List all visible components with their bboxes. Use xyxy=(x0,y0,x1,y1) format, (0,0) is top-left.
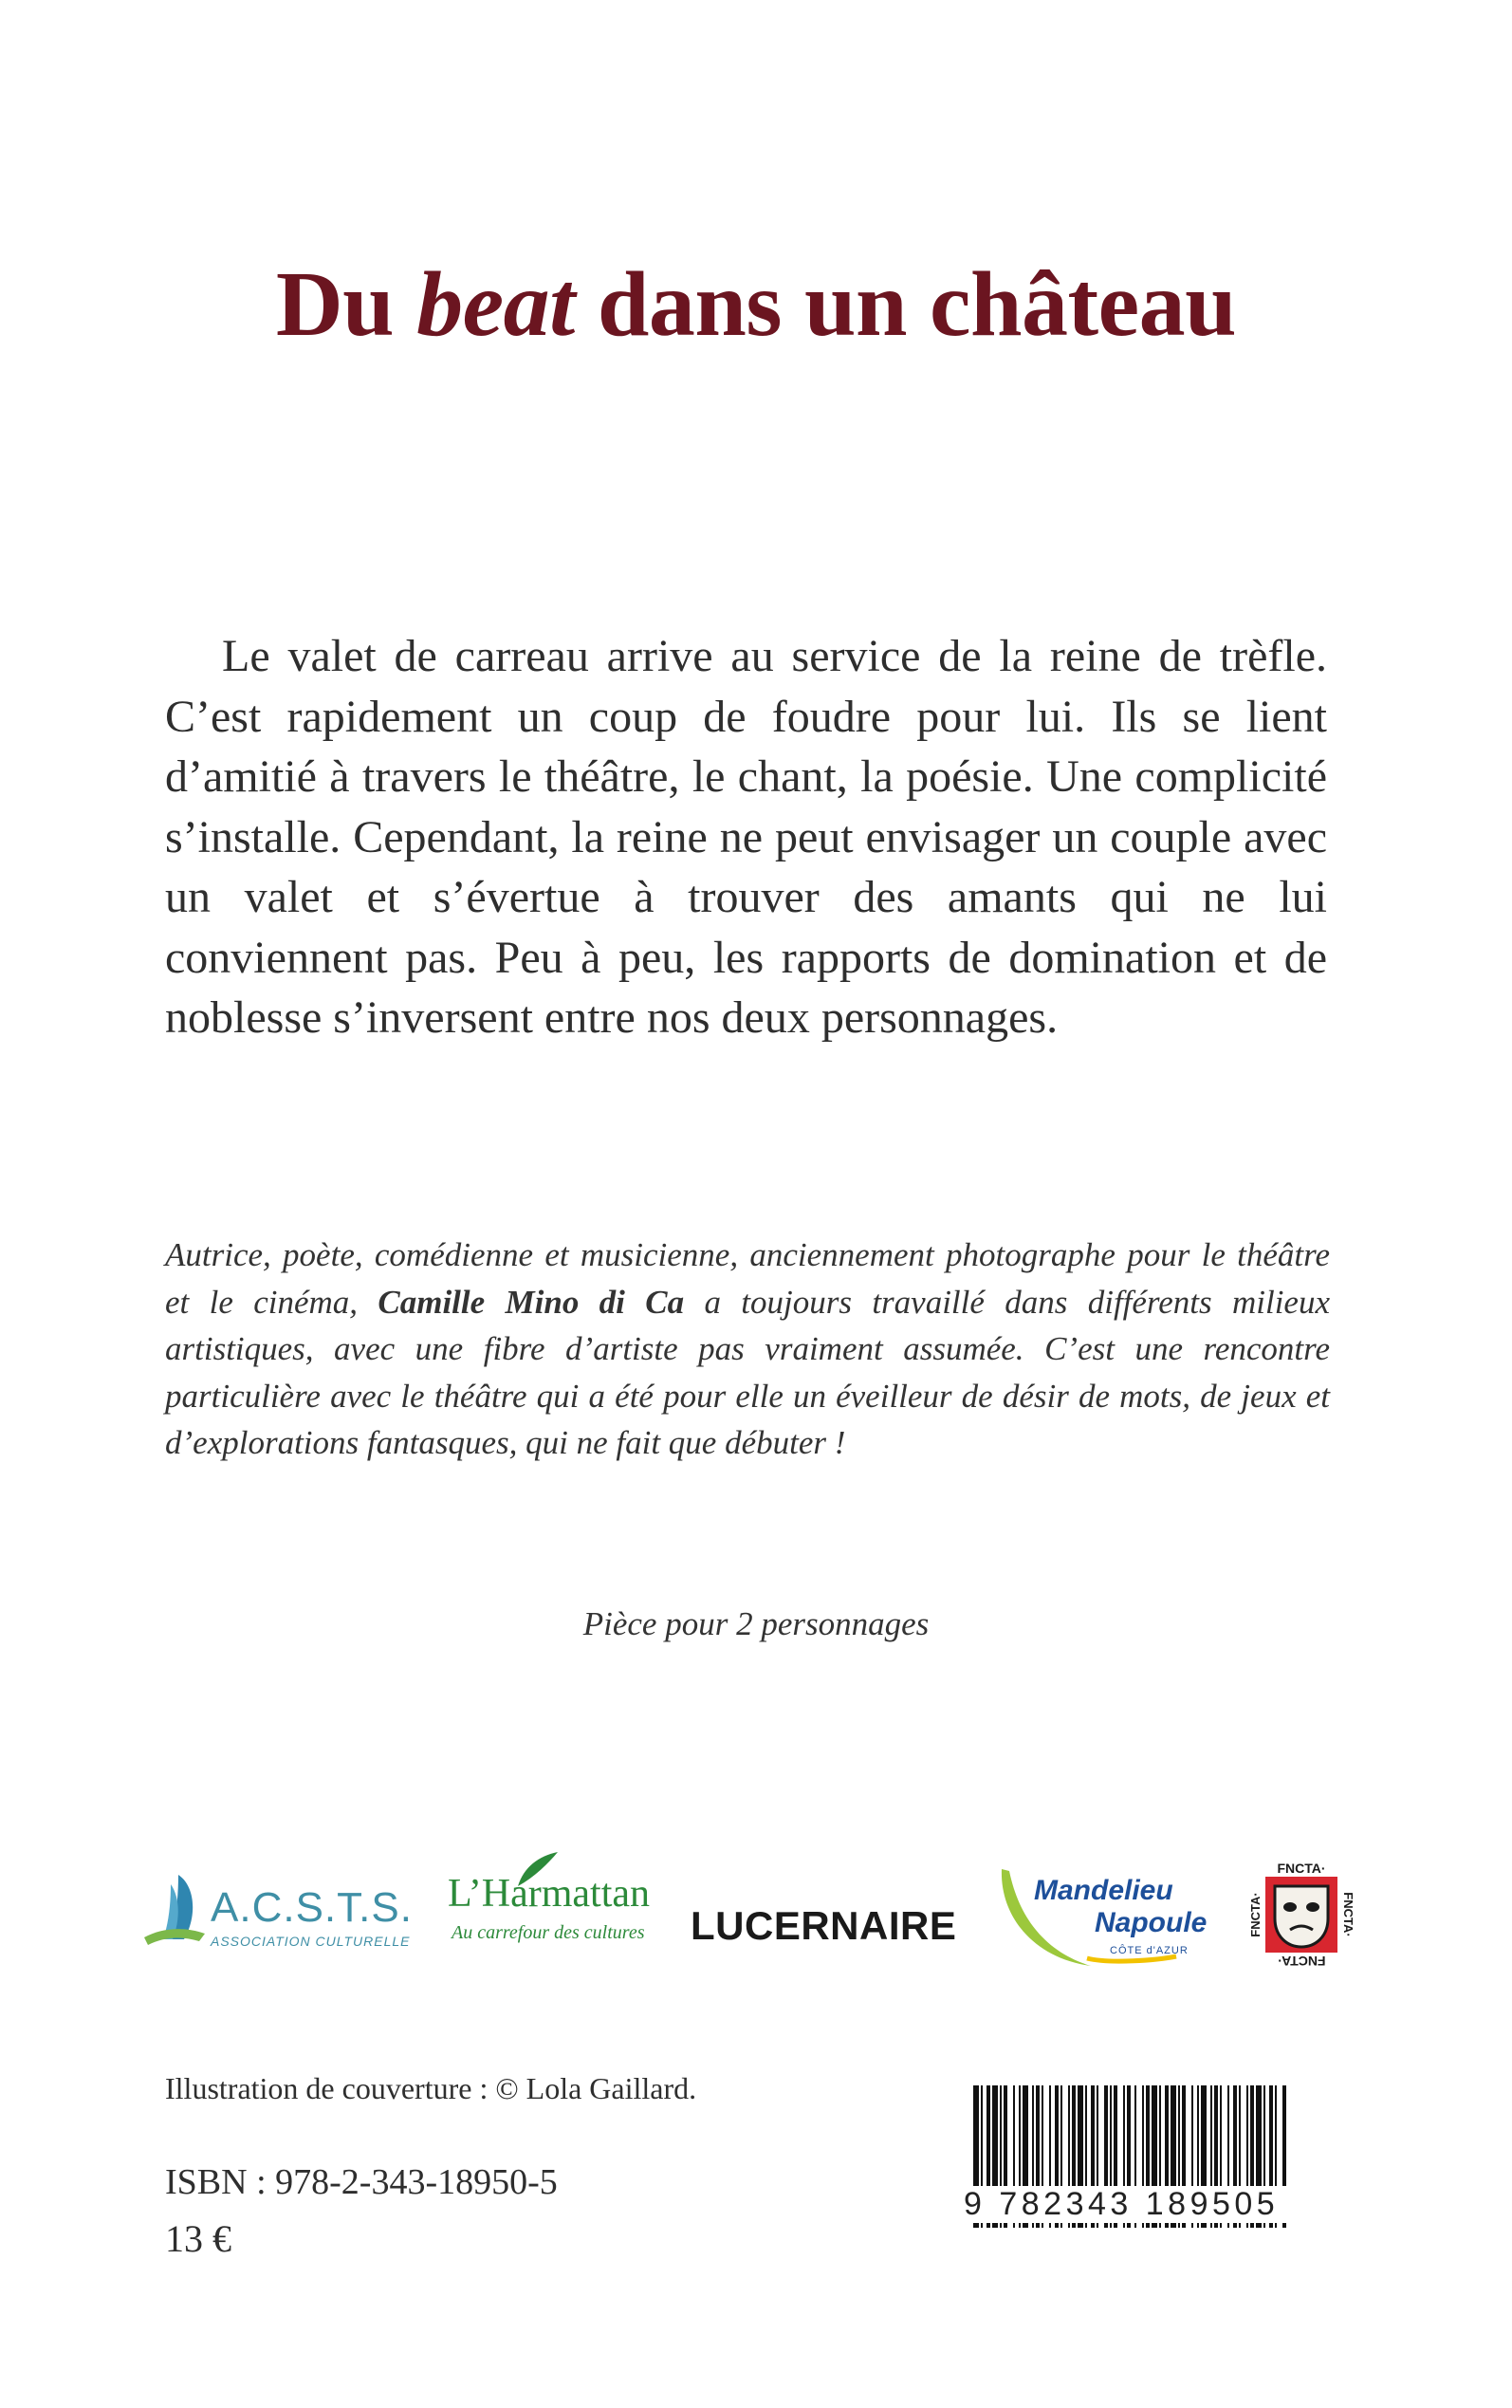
acsts-subtitle: ASSOCIATION CULTURELLE xyxy=(211,1934,411,1949)
title-part-2: dans un château xyxy=(574,253,1237,356)
mandelieu-line2: Napoule xyxy=(1095,1907,1208,1938)
mandelieu-logo xyxy=(996,1860,1224,1973)
harmattan-logo xyxy=(448,1850,656,1954)
isbn: ISBN : 978-2-343-18950-5 xyxy=(165,2162,558,2202)
lucernaire-logo: LUCERNAIRE xyxy=(691,1903,957,1948)
svg-text:FNCTA·: FNCTA· xyxy=(1248,1892,1263,1937)
title-italic-word: beat xyxy=(416,253,575,356)
piece-note: Pièce pour 2 personnages xyxy=(582,1605,930,1642)
fncta-mask-icon xyxy=(1248,1861,1355,1969)
svg-text:FNCTA·: FNCTA· xyxy=(1341,1892,1355,1937)
mandelieu-line3: CÔTE d'AZUR xyxy=(1110,1945,1189,1956)
price: 13 € xyxy=(165,2217,231,2260)
author-name: Camille Mino di Ca xyxy=(378,1283,685,1321)
acsts-shell-icon xyxy=(142,1867,209,1953)
barcode-number: 9 782343 189505 xyxy=(960,2186,1305,2223)
summary-paragraph: Le valet de carreau arrive au service de la reine de trèfle. C’est rapidement un coup de foudre pour lui. Ils se lient d’amitié à travers le théâtre, le chant, la poésie. Une complicité s’installe. Cependant, la reine ne peut envisager un couple avec un valet et s’évertue à trouver des amants qui ne lui conviennent pas. Peu à peu, les rapports de domination et de noblesse s’inversent entre nos deux personnages. xyxy=(165,631,1327,1043)
book-title xyxy=(0,254,1512,357)
fncta-logo xyxy=(1248,1861,1355,1969)
author-bio xyxy=(165,1232,1330,1467)
svg-text:FNCTA·: FNCTA· xyxy=(1277,1861,1326,1876)
harmattan-tagline: Au carrefour des cultures xyxy=(452,1922,645,1943)
bio-end: a toujours travaillé dans différents milieux artistiques, avec une fibre d’artiste pas vraiment assumée. C’est une rencontre particulière avec le théâtre qui a été pour elle un éveilleur de désir de mots, de jeux et d’explorations fantasques, qui ne fait que débuter ! xyxy=(165,1283,1331,1461)
acsts-name: A.C.S.T.S. xyxy=(211,1884,413,1931)
acsts-logo xyxy=(142,1867,413,1953)
cover-credit: Illustration de couverture : © Lola Gaillard. xyxy=(165,2071,697,2105)
svg-text:FNCTA·: FNCTA· xyxy=(1277,1954,1326,1969)
bio-start: Autrice, poète, comédienne et musicienne, anciennement photographe pour le théâtre et le cinéma, xyxy=(165,1236,1330,1321)
mandelieu-line1: Mandelieu xyxy=(1034,1875,1173,1906)
title-part-1: Du xyxy=(275,253,417,356)
harmattan-name: L’Harmattan xyxy=(448,1872,651,1916)
